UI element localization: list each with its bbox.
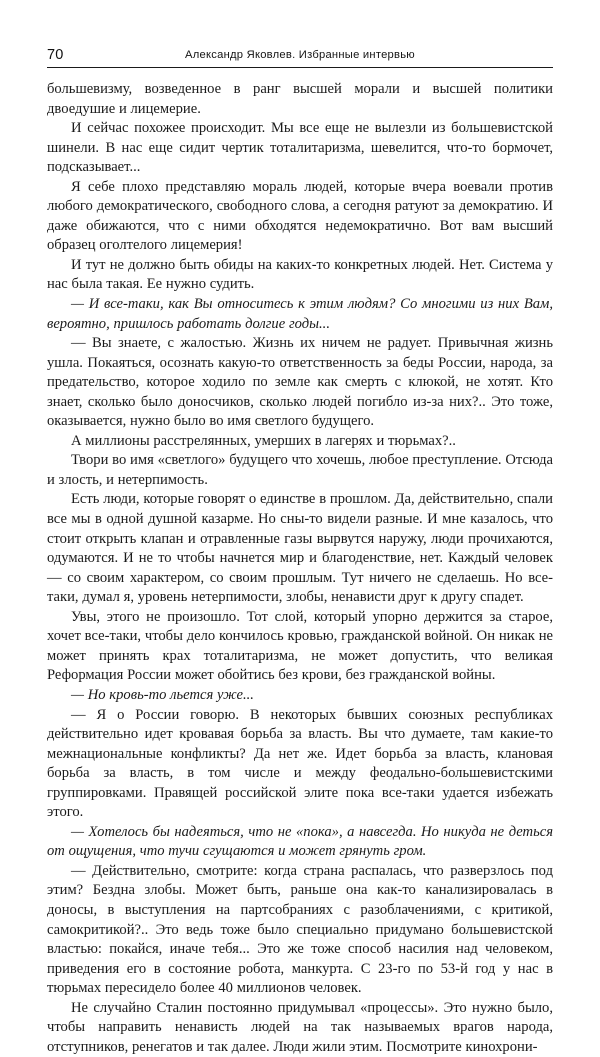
interview-question-paragraph: — Хотелось бы надеяться, что не «пока», а навсегда. Но никуда не деться от ощущения, что тучи сгущаются и может грянуть гром. [47,823,553,860]
body-text [47,80,553,1057]
body-paragraph: Я себе плохо представляю мораль людей, которые вчера воевали против любого демократического, свободного слова, а сегодня ратуют за демократию. И даже обижаются, что с ними обходятся недемократично. Вот вам высший образец оголтелого лицемерия! [47,178,553,254]
running-head-title: Александр Яковлев. Избранные интервью [185,49,415,61]
body-paragraph: Не случайно Сталин постоянно придумывал «процессы». Это нужно было, чтобы направить ненависть людей на так называемых врагов народа, отступников, ренегатов и так далее. Люди жили этим. Посмотрите кинохрони- [47,999,553,1055]
body-paragraph: А миллионы расстрелянных, умерших в лагерях и тюрьмах?.. [71,432,456,449]
header-rule [47,67,553,68]
running-head [47,46,553,67]
body-paragraph: — Действительно, смотрите: когда страна распалась, что разверзлось под этим? Бездна злобы. Может быть, раньше она как-то канализировалась в доносы, в выступления на партсобраниях с разоблачениями, с критикой, самокритикой?.. Это ведь тоже было специально придумано большевистской властью: покайся, иначе тебя... Это же тоже способ насилия над человеком, приведения его в состояние робота, манкурта. С 23-го по 53-й год у нас в тюрьмах пересидело более 40 миллионов человек. [47,862,553,997]
body-paragraph: И сейчас похожее происходит. Мы все еще не вылезли из большевистской шинели. В нас еще сидит чертик тоталитаризма, шевелится, что-то бормочет, подсказывает... [47,120,553,176]
body-paragraph: — Я о России говорю. В некоторых бывших союзных республиках действительно идет кровавая борьба за власть. Вы что думаете, там какие-то межнациональные конфликты? Да нет же. Идет борьба за власть, клановая борьба за власть, в том числе и между феодально-большевистскими группировками. Правящей российской элите пока все-таки удается избежать этого. [47,706,553,821]
body-paragraph: — Вы знаете, с жалостью. Жизнь их ничем не радует. Привычная жизнь ушла. Покаяться, осознать какую-то ответственность за беды России, народа, за предательство, которое ходило по земле как смерть с клюкой, не хотят. Кто знает, сколько было доносчиков, сколько людей погибло из-за них?.. Это тоже, оказывается, нужно было во имя светлого будущего. [47,335,553,430]
interview-question-paragraph: — Но кровь-то льется уже... [71,686,254,703]
page-content-area [47,46,553,1057]
body-paragraph: Твори во имя «светлого» будущего что хочешь, любое преступление. Отсюда и злость, и нетерпимость. [47,452,553,488]
body-paragraph: большевизму, возведенное в ранг высшей морали и высшей политики двоедушие и лицемерие. [47,81,553,117]
body-paragraph: И тут не должно быть обиды на каких-то конкретных людей. Нет. Система у нас была такая. Ее нужно судить. [47,256,553,293]
page-number: 70 [47,47,64,63]
body-paragraph: Увы, этого не произошло. Тот слой, который упорно держится за старое, хочет все-таки, чтобы дело кончилось кровью, гражданской войной. Он никак не может принять крах тоталитаризма, не может допустить, что великая Реформация России может обойтись без крови, без гражданской войны. [47,608,553,684]
body-paragraph: Есть люди, которые говорят о единстве в прошлом. Да, действительно, спали все мы в одной душной казарме. Но сны-то видели разные. И мне казалось, что стоит открыть клапан и отравленные газы вырвутся наружу, люди прочихаются, одумаются. И не то чтобы начнется мир и благоденствие, нет. Каждый человек — со своим характером, со своим прошлым. Тут ничего не сделаешь. Но все-таки, думал я, уровень нетерпимости, злобы, ненависти друг к другу спадет. [47,491,553,606]
interview-question-paragraph: — И все-таки, как Вы относитесь к этим людям? Со многими из них Вам, вероятно, пришлось работать долгие годы... [47,296,553,332]
